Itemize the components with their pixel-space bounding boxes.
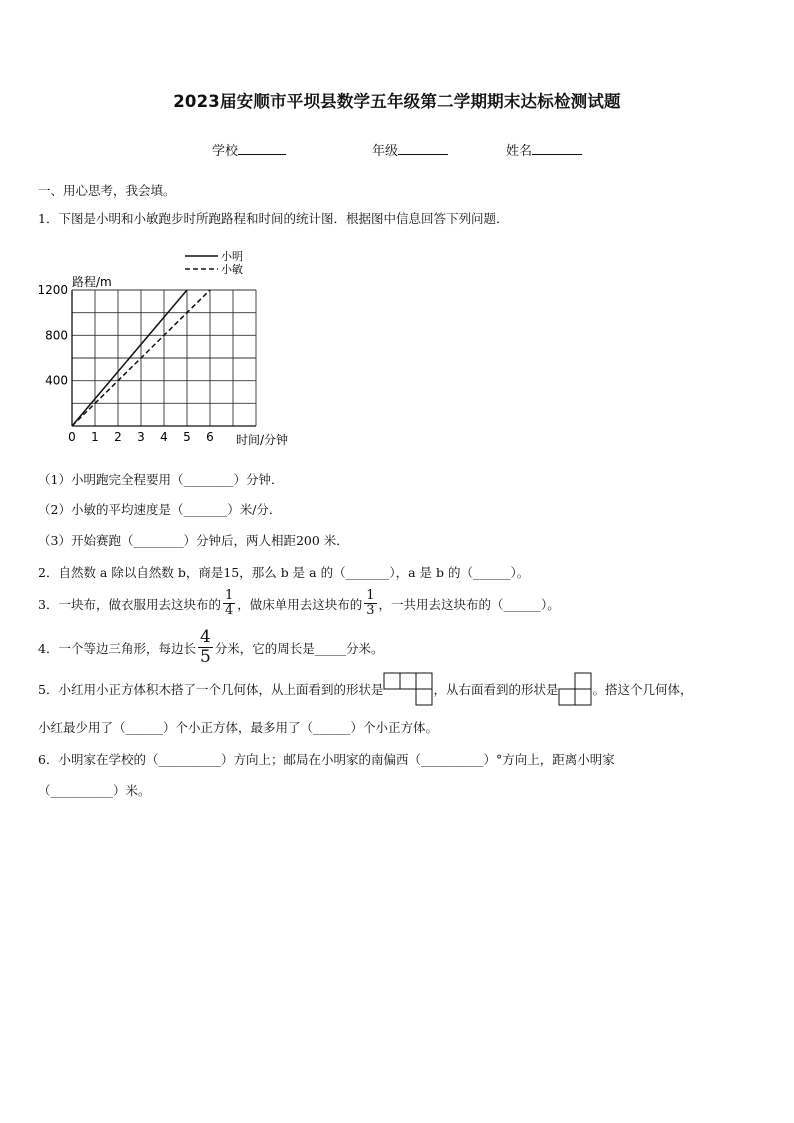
y-axis-label: 路程/m — [72, 275, 112, 289]
q5-line2: 小红最少用了（______）个小正方体，最多用了（______）个小正方体。 — [38, 720, 439, 735]
q1-sub2: （2）小敏的平均速度是（_______）米/分． — [38, 502, 282, 517]
y-tick-label: 800 — [45, 328, 68, 343]
x-tick-label: 6 — [206, 430, 214, 444]
y-tick-label: 400 — [45, 373, 68, 388]
name-label: 姓名 — [506, 144, 533, 159]
q4-part2: 分米，它的周长是_____分米。 — [214, 640, 384, 656]
name-field — [506, 140, 582, 159]
q4-line — [38, 628, 384, 667]
q6-line2: （__________）米。 — [38, 783, 151, 798]
grade-field — [372, 140, 448, 159]
q1-sub3: （3）开始赛跑（________）分钟后，两人相距200 米． — [38, 533, 349, 548]
q5-part3: 。搭这个几何体， — [592, 682, 693, 697]
chart-legend — [185, 249, 243, 276]
q5-line1 — [38, 672, 693, 706]
q2-text: 2．自然数 a 除以自然数 b，商是15，那么 b 是 a 的（_______），a 是 b 的（______）。 — [38, 565, 530, 580]
x-tick-label: 4 — [160, 430, 168, 444]
grade-blank[interactable] — [398, 143, 448, 155]
q5-part2: ，从右面看到的形状是 — [433, 682, 559, 697]
q1-sub1: （1）小明跑完全程要用（________）分钟． — [38, 472, 284, 487]
section-heading: 一、用心思考，我会填。 — [38, 183, 176, 198]
q4-part1: 4．一个等边三角形，每边长 — [38, 640, 196, 656]
legend-label: 小敏 — [221, 263, 243, 276]
x-axis-label: 时间/分钟 — [236, 433, 289, 447]
x-tick-label: 2 — [114, 430, 122, 444]
q3-fraction-1: $\frac{1}{4}$ — [224, 588, 234, 618]
q3-part2: ，做床单用去这块布的 — [237, 596, 363, 612]
x-tick-label: 0 — [68, 430, 76, 444]
top-view-shape — [383, 672, 433, 706]
x-tick-label: 5 — [183, 430, 191, 444]
page-title: 2023届安顺市平坝县数学五年级第二学期期末达标检测试题 — [173, 92, 621, 111]
grade-label: 年级 — [372, 144, 399, 159]
school-field — [212, 140, 286, 159]
y-tick-label: 1200 — [37, 283, 68, 297]
q3-part3: ，一共用去这块布的（______）。 — [378, 596, 560, 612]
q5-part1: 5．小红用小正方体积木搭了一个几何体，从上面看到的形状是 — [38, 682, 384, 697]
q3-fraction-2: $\frac{1}{3}$ — [366, 588, 375, 618]
legend-label: 小明 — [221, 250, 243, 263]
x-tick-label: 1 — [91, 430, 99, 444]
q6-line1: 6．小明家在学校的（__________）方向上；邮局在小明家的南偏西（__________）°方向上，距离小明家 — [38, 752, 615, 767]
right-view-shape — [558, 672, 592, 706]
q3-part1: 3．一块布，做衣服用去这块布的 — [38, 596, 221, 612]
school-blank[interactable] — [238, 143, 286, 155]
q4-fraction: $\frac{4}{5}$ — [199, 627, 211, 667]
q1-stem: 1．下图是小明和小敏跑步时所跑路程和时间的统计图．根据图中信息回答下列问题． — [38, 211, 509, 226]
chart-grid — [72, 290, 256, 426]
distance-time-chart — [30, 244, 320, 454]
school-label: 学校 — [212, 144, 239, 159]
x-tick-label: 3 — [137, 430, 145, 444]
q3-line — [38, 589, 560, 618]
name-blank[interactable] — [532, 143, 582, 155]
